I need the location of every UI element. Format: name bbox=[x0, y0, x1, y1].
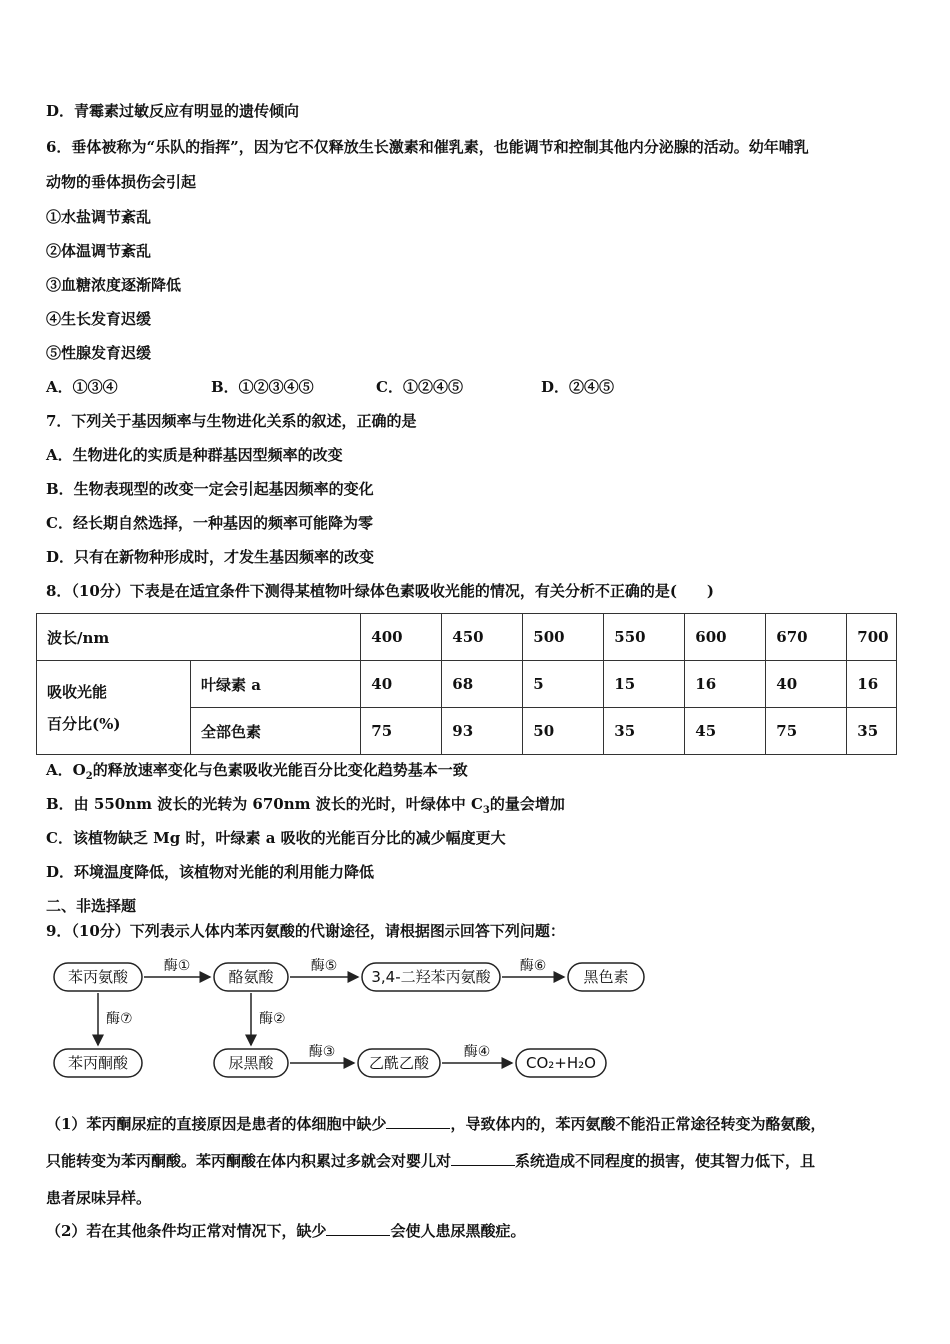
q8-option-a-suffix: 的释放速率变化与色素吸收光能百分比变化趋势基本一致 bbox=[92, 761, 468, 779]
q6-item-2: ②体温调节紊乱 bbox=[46, 242, 152, 260]
q8-option-d: D．环境温度降低，该植物对光能的利用能力降低 bbox=[46, 863, 375, 881]
q9-part2-prefix: （2）若在其他条件均正常对情况下，缺少 bbox=[46, 1222, 327, 1240]
q7-option-d: D．只有在新物种形成时，才发生基因频率的改变 bbox=[46, 548, 375, 566]
table-cell: 75 bbox=[361, 708, 442, 755]
q9-stem: 9．（10分）下列表示人体内苯丙氨酸的代谢途径，请根据图示回答下列问题： bbox=[46, 922, 565, 940]
q8-option-a bbox=[46, 760, 468, 787]
q8-option-b-suffix: 的量会增加 bbox=[489, 795, 565, 813]
enzyme-label-3: 酶③ bbox=[308, 1044, 336, 1060]
table-cell: 16 bbox=[847, 661, 897, 708]
table-row-label: 叶绿素 a bbox=[191, 661, 361, 708]
q8-option-b-subscript: 3 bbox=[482, 805, 490, 816]
node-co2-h2o: CO₂+H₂O bbox=[526, 1054, 596, 1072]
q6-stem-line1: 6．垂体被称为“乐队的指挥”，因为它不仅释放生长激素和催乳素，也能调节和控制其他内分泌腺的活动。幼年哺乳 bbox=[46, 138, 809, 156]
q9-part2 bbox=[46, 1221, 525, 1241]
q6-option-c: C．①②④⑤ bbox=[376, 378, 463, 396]
table-cell: 670 bbox=[766, 614, 847, 661]
q5-option-d: D．青霉素过敏反应有明显的遗传倾向 bbox=[46, 102, 300, 120]
q9-part1-mid: ，导致体内的，苯丙氨酸不能沿正常途径转变为酪氨酸， bbox=[450, 1115, 826, 1133]
q6-item-3: ③血糖浓度逐渐降低 bbox=[46, 276, 182, 294]
q7-option-a: A．生物进化的实质是种群基因型频率的改变 bbox=[46, 446, 343, 464]
answer-blank[interactable] bbox=[451, 1151, 515, 1166]
q6-item-1: ①水盐调节紊乱 bbox=[46, 208, 152, 226]
table-header-label: 波长/nm bbox=[37, 614, 361, 661]
row-group-label-line2: 百分比(%) bbox=[47, 714, 121, 733]
table-cell: 550 bbox=[604, 614, 685, 661]
table-cell: 45 bbox=[685, 708, 766, 755]
metabolic-pathway-diagram bbox=[50, 955, 660, 1085]
enzyme-label-1: 酶① bbox=[163, 958, 191, 974]
q8-option-c: C．该植物缺乏 Mg 时，叶绿素 a 吸收的光能百分比的减少幅度更大 bbox=[46, 829, 506, 847]
q8-option-a-prefix: A．O bbox=[46, 761, 86, 779]
table-cell: 50 bbox=[523, 708, 604, 755]
q9-part1-line3: 患者尿味异样。 bbox=[46, 1189, 152, 1207]
table-cell: 40 bbox=[766, 661, 847, 708]
node-acetoacetic-acid: 乙酰乙酸 bbox=[368, 1054, 430, 1072]
table-cell: 500 bbox=[523, 614, 604, 661]
node-homogentisic-acid: 尿黑酸 bbox=[228, 1054, 274, 1072]
node-phenylpyruvic-acid: 苯丙酮酸 bbox=[67, 1054, 129, 1072]
table-cell: 68 bbox=[442, 661, 523, 708]
q6-option-a: A．①③④ bbox=[46, 378, 118, 396]
table-cell: 93 bbox=[442, 708, 523, 755]
q9-part1-line2a: 只能转变为苯丙酮酸。苯丙酮酸在体内积累过多就会对婴儿对 bbox=[46, 1152, 452, 1170]
enzyme-label-2: 酶② bbox=[259, 1011, 286, 1027]
table-cell: 15 bbox=[604, 661, 685, 708]
table-header-row bbox=[37, 614, 897, 661]
q8-absorption-table bbox=[36, 613, 897, 755]
q6-options bbox=[46, 377, 614, 397]
node-tyrosine: 酪氨酸 bbox=[228, 968, 274, 986]
q8-option-b bbox=[46, 794, 565, 821]
q6-stem-line2: 动物的垂体损伤会引起 bbox=[46, 173, 197, 191]
q8-option-b-prefix: B．由 550nm 波长的光转为 670nm 波长的光时，叶绿体中 C bbox=[46, 795, 483, 813]
q6-item-5: ⑤性腺发育迟缓 bbox=[46, 344, 152, 362]
q6-item-4: ④生长发育迟缓 bbox=[46, 310, 152, 328]
table-cell: 600 bbox=[685, 614, 766, 661]
answer-blank[interactable] bbox=[326, 1221, 390, 1236]
enzyme-label-6: 酶⑥ bbox=[519, 958, 547, 974]
table-cell: 35 bbox=[847, 708, 897, 755]
q9-part1-line1 bbox=[46, 1114, 825, 1134]
node-phenylalanine: 苯丙氨酸 bbox=[67, 968, 129, 986]
q8-option-a-subscript: 2 bbox=[85, 771, 93, 782]
table-cell: 400 bbox=[361, 614, 442, 661]
table-row-label: 全部色素 bbox=[191, 708, 361, 755]
table-cell: 40 bbox=[361, 661, 442, 708]
table-cell: 5 bbox=[523, 661, 604, 708]
table-cell: 450 bbox=[442, 614, 523, 661]
row-group-label-line1: 吸收光能 bbox=[47, 682, 108, 701]
q7-stem: 7．下列关于基因频率与生物进化关系的叙述，正确的是 bbox=[46, 412, 417, 430]
node-dopa: 3,4-二羟苯丙氨酸 bbox=[371, 968, 491, 986]
q6-option-b: B．①②③④⑤ bbox=[211, 378, 314, 396]
table-row-group-label bbox=[37, 661, 191, 755]
enzyme-label-5: 酶⑤ bbox=[310, 958, 338, 974]
table-cell: 75 bbox=[766, 708, 847, 755]
q7-option-c: C．经长期自然选择，一种基因的频率可能降为零 bbox=[46, 514, 373, 532]
q7-option-b: B．生物表现型的改变一定会引起基因频率的变化 bbox=[46, 480, 374, 498]
enzyme-label-4: 酶④ bbox=[463, 1044, 491, 1060]
q9-part2-suffix: 会使人患尿黑酸症。 bbox=[390, 1222, 526, 1240]
q6-option-d: D．②④⑤ bbox=[541, 378, 615, 396]
q9-part1-prefix: （1）苯丙酮尿症的直接原因是患者的体细胞中缺少 bbox=[46, 1115, 387, 1133]
table-cell: 700 bbox=[847, 614, 897, 661]
table-cell: 35 bbox=[604, 708, 685, 755]
q9-part1-line2b: 系统造成不同程度的损害，使其智力低下，且 bbox=[515, 1152, 816, 1170]
q9-part1-line2 bbox=[46, 1151, 815, 1171]
section-heading: 二、非选择题 bbox=[46, 897, 137, 915]
enzyme-label-7: 酶⑦ bbox=[106, 1011, 133, 1027]
answer-blank[interactable] bbox=[386, 1114, 450, 1129]
q8-stem: 8．（10分）下表是在适宜条件下测得某植物叶绿体色素吸收光能的情况，有关分析不正确的是( ) bbox=[46, 582, 715, 600]
table-cell: 16 bbox=[685, 661, 766, 708]
node-melanin: 黑色素 bbox=[583, 968, 629, 986]
table-row bbox=[37, 661, 897, 708]
